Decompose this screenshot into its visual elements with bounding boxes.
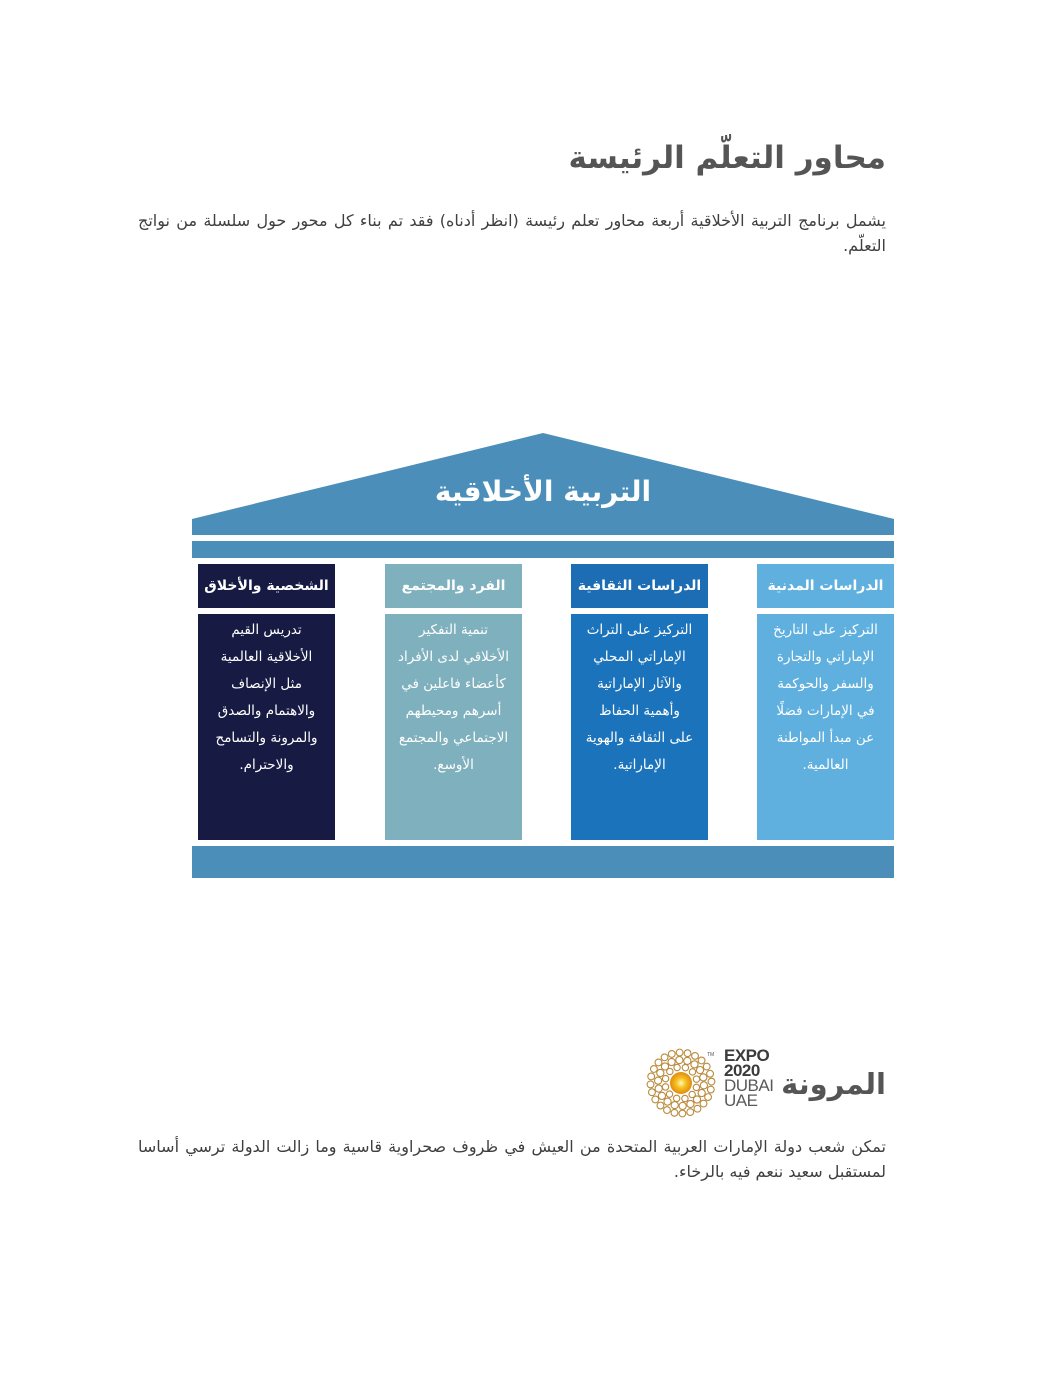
emblem-ring-dot bbox=[657, 1102, 664, 1109]
emblem-ring-dot bbox=[703, 1063, 710, 1070]
pillar-line: والاهتمام والصدق bbox=[217, 703, 316, 719]
emblem-ring-dot bbox=[664, 1107, 671, 1114]
emblem-ring-dot bbox=[693, 1084, 699, 1090]
temple-base bbox=[192, 846, 894, 878]
pillar-line: الأخلاقية العالمية bbox=[220, 649, 313, 665]
emblem-ring-dot bbox=[657, 1069, 664, 1076]
pillar-line: والآثار الإماراتية bbox=[597, 676, 682, 692]
emblem-ring-dot bbox=[676, 1049, 683, 1056]
emblem-ring-dot bbox=[668, 1051, 675, 1058]
pillar-line: التركيز على التاريخ bbox=[773, 622, 878, 638]
emblem-ring-dot bbox=[689, 1069, 695, 1075]
pillar-description bbox=[385, 614, 522, 840]
emblem-ring-dot bbox=[664, 1098, 671, 1105]
resilience-title: المرونة bbox=[781, 1067, 886, 1101]
emblem-ring-dot bbox=[696, 1067, 703, 1074]
pillar-cultural-studies bbox=[571, 564, 708, 840]
emblem-ring-dot bbox=[647, 1081, 654, 1088]
emblem-ring-dot bbox=[687, 1109, 694, 1116]
expo-2020-emblem-icon bbox=[646, 1048, 716, 1118]
emblem-ring-dot bbox=[700, 1074, 707, 1081]
pillar-line: الأوسع. bbox=[433, 757, 474, 773]
pillar-line: كأعضاء فاعلين في bbox=[401, 676, 506, 692]
expo-year-line: 2020 bbox=[724, 1061, 760, 1080]
emblem-ring-dot bbox=[707, 1086, 714, 1093]
pillar-line: الإماراتية. bbox=[613, 757, 666, 773]
emblem-ring-dot bbox=[692, 1053, 699, 1060]
pillar-line: العالمية. bbox=[802, 757, 849, 773]
emblem-ring-dot bbox=[674, 1064, 680, 1070]
pillar-line: الإماراتي والتجارة bbox=[776, 649, 875, 665]
pillar-line: والمرونة والتسامح bbox=[215, 730, 318, 746]
pillar-line: الإماراتي المحلي bbox=[593, 649, 686, 665]
emblem-ring-dot bbox=[676, 1056, 683, 1063]
emblem-ring-dot bbox=[684, 1050, 691, 1057]
expo-word-line: EXPO bbox=[724, 1046, 770, 1065]
emblem-ring-dot bbox=[693, 1096, 700, 1103]
pillar-line: تدريس القيم bbox=[231, 622, 302, 638]
emblem-ring-dot bbox=[698, 1057, 705, 1064]
emblem-ring-dot bbox=[655, 1085, 662, 1092]
expo-country-line: UAE bbox=[724, 1091, 758, 1110]
emblem-ring-dot bbox=[648, 1073, 655, 1080]
emblem-ring-dot bbox=[705, 1094, 712, 1101]
emblem-ring-dot bbox=[652, 1096, 659, 1103]
temple-beam bbox=[192, 541, 894, 558]
emblem-ring-dot bbox=[673, 1095, 679, 1101]
pillar-character-morality bbox=[198, 564, 335, 840]
intro-paragraph: يشمل برنامج التربية الأخلاقية أربعة محاور تعلم رئيسة (انظر أدناه) فقد تم بناء كل محور حول سلسلة من نواتج التعلّم. bbox=[138, 211, 886, 255]
emblem-ring-dot bbox=[661, 1063, 668, 1070]
pillar-line: التركيز على التراث bbox=[586, 622, 693, 638]
pillar-title: الشخصية والأخلاق bbox=[198, 564, 335, 608]
pillar-line: والاحترام. bbox=[239, 757, 294, 773]
emblem-ring-dot bbox=[662, 1075, 668, 1081]
emblem-ring-dot bbox=[658, 1092, 665, 1099]
pillar-description bbox=[571, 614, 708, 840]
emblem-ring-dot bbox=[662, 1084, 668, 1090]
pillar-title: الدراسات الثقافية bbox=[571, 564, 708, 608]
pillar-line: مثل الإنصاف bbox=[231, 676, 302, 692]
pillar-title: الدراسات المدنية bbox=[757, 564, 894, 608]
expo-wordmark bbox=[724, 1048, 773, 1108]
emblem-ring-dot bbox=[700, 1082, 707, 1089]
pillar-line: الأخلاقي لدى الأفراد bbox=[397, 649, 510, 665]
emblem-ring-dot bbox=[679, 1110, 686, 1117]
emblem-ring-dot bbox=[655, 1077, 662, 1084]
roof-title: التربية الأخلاقية bbox=[434, 475, 652, 508]
emblem-ring-dot bbox=[671, 1102, 678, 1109]
pillar-line: عن مبدأ المواطنة bbox=[776, 730, 875, 746]
emblem-ring-dot bbox=[655, 1059, 662, 1066]
emblem-ring-dot bbox=[691, 1061, 698, 1068]
resilience-paragraph: تمكن شعب دولة الإمارات العربية المتحدة من العيش في ظروف صحراوية قاسية وما زالت الدولة ترسي أساسا لمستقبل سعيد ننعم فيه بالرخاء. bbox=[138, 1137, 886, 1181]
emblem-ring-dot bbox=[684, 1057, 691, 1064]
pillar-line: في الإمارات فضلًا bbox=[776, 703, 875, 719]
emblem-ring-dot bbox=[649, 1089, 656, 1096]
emblem-ring-dot bbox=[693, 1076, 699, 1082]
pillar-line: أسرهم ومحيطهم bbox=[405, 703, 502, 719]
trademark-mark: TM bbox=[707, 1052, 715, 1058]
emblem-ring-dot bbox=[700, 1100, 707, 1107]
emblem-ring-dot bbox=[668, 1058, 675, 1065]
emblem-ring-dot bbox=[687, 1100, 694, 1107]
pillar-line: الاجتماعي والمجتمع bbox=[398, 730, 509, 746]
learning-pillars-diagram bbox=[192, 433, 894, 878]
emblem-ring-dot bbox=[682, 1095, 688, 1101]
emblem-ring-dot bbox=[682, 1064, 688, 1070]
expo-2020-logo bbox=[646, 1046, 791, 1120]
emblem-ring-dot bbox=[661, 1054, 668, 1061]
expo-city-line: DUBAI bbox=[724, 1076, 774, 1095]
pillar-line: وأهمية الحفاظ bbox=[599, 703, 680, 719]
emblem-ring-dot bbox=[651, 1066, 658, 1073]
pillar-civic-studies bbox=[757, 564, 894, 840]
emblem-ring-dot bbox=[698, 1089, 705, 1096]
pillar-line: والسفر والحوكمة bbox=[777, 676, 874, 692]
emblem-ring-dot bbox=[708, 1078, 715, 1085]
pillar-title: الفرد والمجتمع bbox=[385, 564, 522, 608]
emblem-ring-dot bbox=[707, 1070, 714, 1077]
emblem-ring-dot bbox=[671, 1109, 678, 1116]
emblem-ring-dot bbox=[666, 1091, 672, 1097]
pillar-line: على الثقافة والهوية bbox=[585, 730, 694, 746]
pillar-description bbox=[198, 614, 335, 840]
emblem-ring-dot bbox=[679, 1102, 686, 1109]
pillar-line: تنمية التفكير bbox=[419, 622, 488, 638]
pillar-description bbox=[757, 614, 894, 840]
page-title: محاور التعلّم الرئيسة bbox=[568, 140, 886, 176]
pillar-individual-community bbox=[385, 564, 522, 840]
emblem-ring-dot bbox=[694, 1105, 701, 1112]
